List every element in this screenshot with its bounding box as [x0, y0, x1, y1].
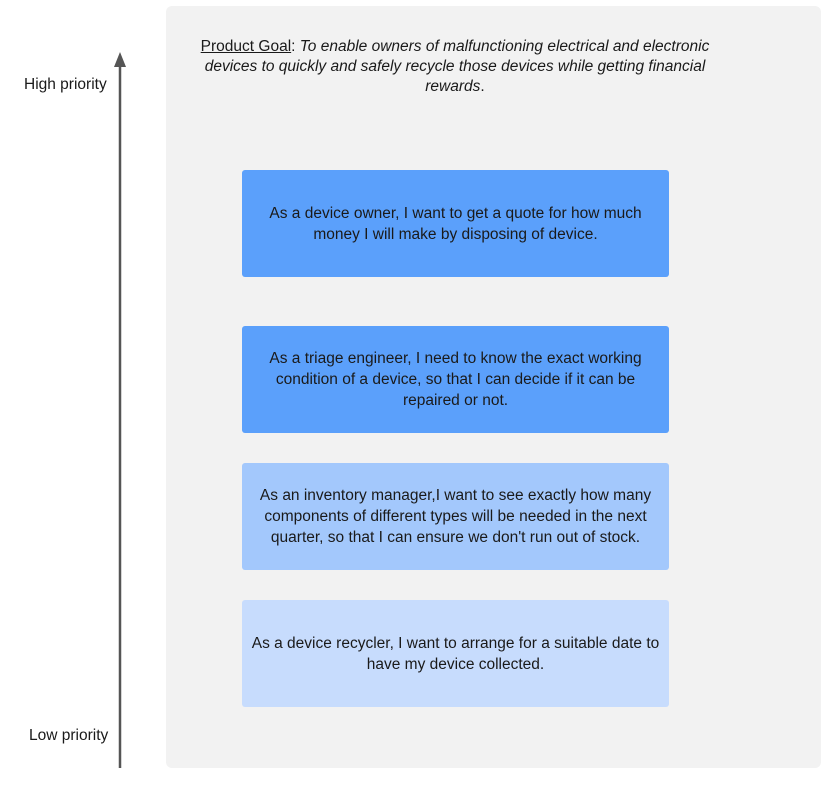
user-story-card-2: As a triage engineer, I need to know the exact working condition of a device, so that I can decide if it can be repaired or not. — [242, 326, 669, 433]
high-priority-label: High priority — [24, 76, 107, 93]
product-goal-label: Product Goal — [200, 38, 292, 55]
user-story-card-1: As a device owner, I want to get a quote for how much money I will make by disposing of device. — [242, 170, 669, 277]
product-goal — [195, 37, 715, 97]
low-priority-label: Low priority — [29, 727, 109, 744]
priority-axis-arrowhead — [114, 52, 126, 67]
product-goal-separator: : — [291, 38, 300, 55]
user-story-card-3: As an inventory manager,I want to see exactly how many components of different types will be needed in the next quarter, so that I can ensure we don't run out of stock. — [242, 463, 669, 570]
user-story-card-4: As a device recycler, I want to arrange for a suitable date to have my device collected. — [242, 600, 669, 707]
product-goal-end: . — [480, 78, 485, 95]
product-goal-text: To enable owners of malfunctioning electrical and electronic devices to quickly and safely recycle those devices while getting financial rewards — [204, 38, 710, 95]
